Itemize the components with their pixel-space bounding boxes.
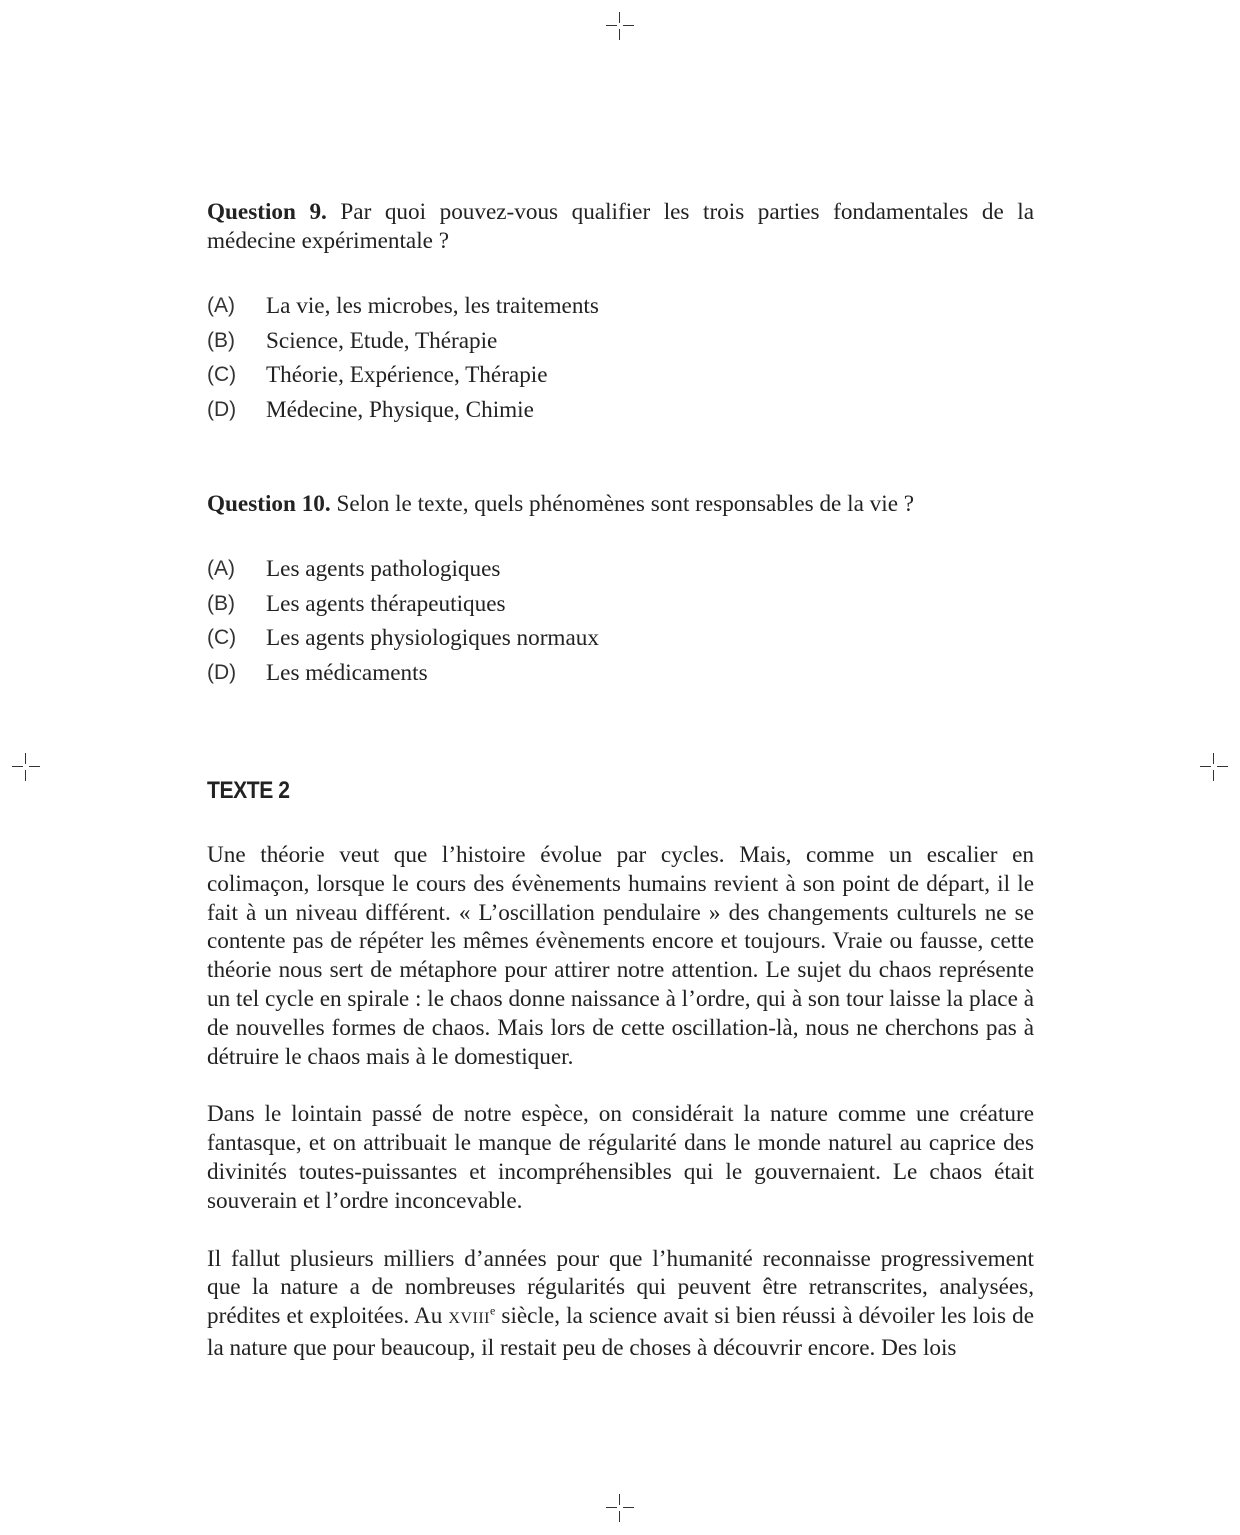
option-item bbox=[207, 621, 1034, 656]
section-title: TEXTE 2 bbox=[207, 777, 290, 804]
option-item bbox=[207, 656, 1034, 691]
text-paragraph: Dans le lointain passé de notre espèce, on considérait la nature comme une créature fantasque, et on attribuait le manque de régularité dans le monde naturel au caprice des divinités toutes-puissantes et incompréhensibles qui le gouvernaient. Le chaos était souverain et l’ordre inconcevable. bbox=[207, 1101, 1034, 1214]
option-letter: (D) bbox=[207, 660, 237, 684]
option-text: Théorie, Expérience, Thérapie bbox=[266, 362, 548, 388]
paragraph-text-after: siècle, la science avait si bien réussi à dévoiler les lois de la nature que pour beaucoup, il restait peu de choses à découvrir encore. Des lois bbox=[207, 1303, 1035, 1361]
option-text: Les agents pathologiques bbox=[266, 556, 501, 582]
option-text: Les agents thérapeutiques bbox=[266, 590, 506, 617]
option-item bbox=[207, 289, 1034, 324]
option-text: Les agents physiologiques normaux bbox=[266, 625, 599, 651]
option-text: Science, Etude, Thérapie bbox=[266, 327, 498, 354]
option-letter: (B) bbox=[207, 328, 235, 352]
option-text: Les médicaments bbox=[266, 659, 428, 686]
question-text: Par quoi pouvez-vous qualifier les trois parties fondamentales de la médecine expérimentale ? bbox=[207, 199, 1035, 254]
option-item bbox=[207, 393, 1034, 428]
question-9-options bbox=[207, 289, 1034, 427]
paragraph-text-before: Il fallut plusieurs milliers d’années pour que l’humanité reconnaisse progressivement que la nature a de nombreuses régularités qui peuvent être retranscrites, analysées, prédites et exploitées. Au bbox=[207, 1245, 1034, 1330]
question-label: Question 10. bbox=[207, 491, 331, 517]
crop-mark-bottom bbox=[606, 1494, 634, 1522]
question-text: Selon le texte, quels phénomènes sont responsables de la vie ? bbox=[336, 491, 915, 517]
option-text: Médecine, Physique, Chimie bbox=[266, 396, 534, 423]
option-letter: (C) bbox=[207, 626, 237, 649]
question-10 bbox=[207, 490, 1034, 519]
century-suffix: e bbox=[490, 1303, 496, 1318]
option-letter: (B) bbox=[207, 591, 235, 615]
century-numeral: XVIII bbox=[448, 1310, 490, 1328]
text-paragraph bbox=[207, 1245, 1034, 1363]
question-10-options bbox=[207, 552, 1034, 690]
crop-mark-top bbox=[606, 12, 634, 40]
option-item bbox=[207, 358, 1034, 393]
option-letter: (A) bbox=[207, 557, 235, 580]
option-item bbox=[207, 552, 1034, 587]
option-letter: (C) bbox=[207, 363, 237, 386]
crop-mark-right bbox=[1200, 753, 1228, 781]
question-label: Question 9. bbox=[207, 199, 327, 225]
option-letter: (A) bbox=[207, 294, 235, 317]
text-paragraph: Une théorie veut que l’histoire évolue par cycles. Mais, comme un escalier en colimaçon, lorsque le cours des évènements humains revient à son point de départ, il le fait à un niveau différent. « L’oscillation pendulaire » des changements culturels ne se contente pas de répéter les mêmes évènements encore et toujours. Vraie ou fausse, cette théorie nous sert de métaphore pour attirer notre attention. Le sujet du chaos représente un tel cycle en spirale : le chaos donne naissance à l’ordre, qui à son tour laisse la place à de nouvelles formes de chaos. Mais lors de cette oscillation-là, nous ne cherchons pas à détruire le chaos mais à le domestiquer. bbox=[207, 842, 1034, 1070]
option-letter: (D) bbox=[207, 397, 237, 421]
question-9 bbox=[207, 198, 1034, 256]
page-content bbox=[207, 198, 1034, 1363]
option-item bbox=[207, 324, 1034, 359]
option-item bbox=[207, 587, 1034, 622]
crop-mark-left bbox=[12, 753, 40, 781]
option-text: La vie, les microbes, les traitements bbox=[266, 293, 599, 319]
